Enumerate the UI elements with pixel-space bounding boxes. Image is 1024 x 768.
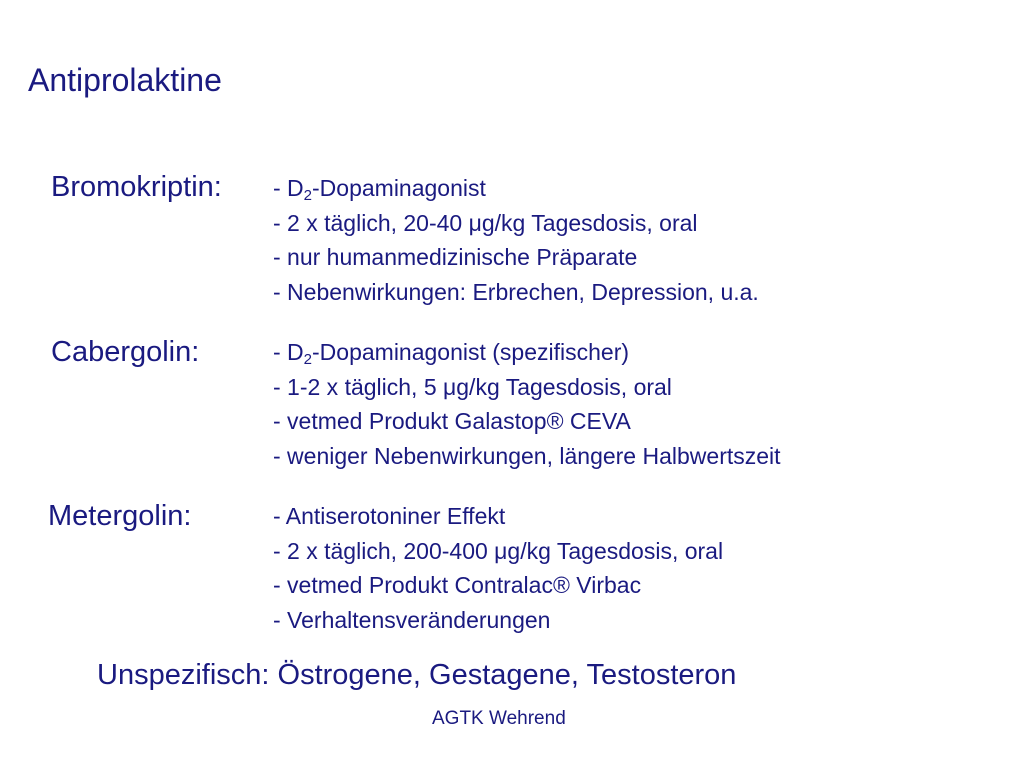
bullet-item: - weniger Nebenwirkungen, längere Halbwertszeit bbox=[273, 442, 781, 469]
bullet-prefix: - D bbox=[273, 339, 304, 365]
metergolin-bullet-list bbox=[273, 499, 723, 637]
bullet-item: - Nebenwirkungen: Erbrechen, Depression, u.a. bbox=[273, 278, 759, 305]
bullet-item: - 2 x täglich, 20-40 μg/kg Tagesdosis, oral bbox=[273, 209, 698, 236]
bullet-item: - Antiserotoniner Effekt bbox=[273, 503, 506, 529]
bullet-item: - vetmed Produkt Galastop® CEVA bbox=[273, 408, 631, 434]
bullet-item: - 1-2 x täglich, 5 μg/kg Tagesdosis, oral bbox=[273, 373, 672, 400]
bullet-subscript: 2 bbox=[303, 351, 313, 368]
bullet-suffix: -Dopaminagonist bbox=[312, 175, 486, 201]
bullet-item bbox=[273, 335, 781, 370]
bullet-subscript: 2 bbox=[303, 187, 313, 204]
bromokriptin-bullet-list bbox=[273, 171, 759, 309]
summary-line: Unspezifisch: Östrogene, Gestagene, Testosteron bbox=[97, 659, 737, 691]
bullet-suffix: -Dopaminagonist (spezifischer) bbox=[312, 339, 630, 365]
bullet-item: - vetmed Produkt Contralac® Virbac bbox=[273, 572, 642, 598]
slide-title: Antiprolaktine bbox=[28, 62, 222, 98]
bullet-item: - 2 x täglich, 200-400 μg/kg Tagesdosis, oral bbox=[273, 537, 724, 564]
bullet-item: - Verhaltensveränderungen bbox=[273, 606, 551, 633]
bullet-prefix: - D bbox=[273, 175, 304, 201]
bullet-item: - nur humanmedizinische Präparate bbox=[273, 244, 638, 270]
drug-label-metergolin: Metergolin: bbox=[48, 500, 192, 532]
drug-label-cabergolin: Cabergolin: bbox=[51, 336, 200, 368]
footer-author: AGTK Wehrend bbox=[432, 708, 566, 729]
bullet-item bbox=[273, 171, 759, 206]
cabergolin-bullet-list bbox=[273, 335, 781, 473]
drug-label-bromokriptin: Bromokriptin: bbox=[51, 171, 222, 203]
